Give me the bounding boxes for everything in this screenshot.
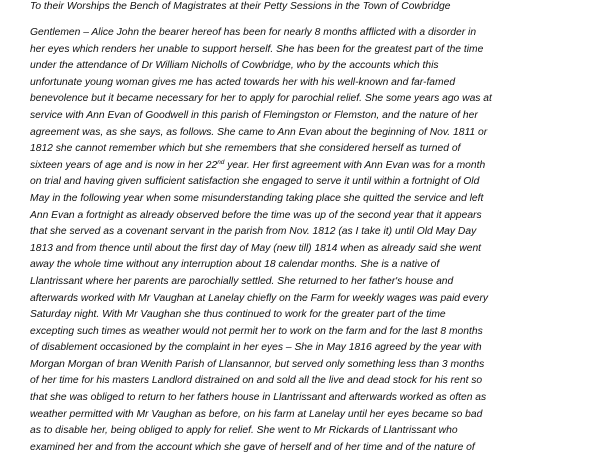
document-body [30,25,590,456]
text-segment: year. Her first agreement with Ann Evan was for a month [224,159,486,171]
text-line: of disablement occasioned by the complaint in her eyes – She in May 1816 agreed by the year with [30,342,482,354]
text-line: 1812 she cannot remember which but she remembers that she considered herself as turned of [30,143,461,155]
ordinal-superscript: nd [217,158,225,166]
text-line: Llantrissant where her parents are parochially settled. She returned to her father's house and [30,275,454,287]
text-line: May in the following year when some misunderstanding taking place she quitted the service and left [30,192,484,204]
text-line: Morgan Morgan of bran Wenith Parish of Llansannor, but served only something less than 3 months [30,358,485,370]
text-line: examined her and from the account which she gave of herself and of her time and of the nature of [30,441,475,453]
document-title: To their Worships the Bench of Magistrates at their Petty Sessions in the Town of Cowbridge [30,1,451,12]
text-line: excepting such times as weather would not permit her to work on the farm and for the last 8 months [30,325,483,337]
text-line: 1813 and from thence until about the first day of May (new till) 1814 when as already said she went [30,242,482,254]
text-line: Ann Evan a fortnight as already observed before the time was up of the second year that it appears [30,209,482,221]
text-line: under the attendance of Dr William Nicholls of Cowbridge, who by the accounts which this [30,60,439,72]
text-line: Gentlemen – Alice John the bearer hereof has been for nearly 8 months afflicted with a disorder in [30,27,477,38]
text-line: Saturday night. With Mr Vaughan she thus continued to work for the greater part of the time [30,309,446,321]
text-line: on trial and having given sufficient satisfaction she engaged to serve it until within a fortnight of Old [30,176,480,188]
text-line: as to disable her, being obliged to apply for relief. She went to Mr Rickards of Llantrissant who [30,425,458,437]
text-line: benevolence but it became necessary for her to apply for parochial relief. She some years ago was at [30,93,492,105]
text-line [30,158,590,175]
text-line: service with Ann Evan of Goodwell in this parish of Flemingston or Flemston, and the nature of her [30,109,478,121]
text-line: of her time for his masters Landlord distrained on and sold all the live and dead stock for his rent so [30,375,483,387]
text-line: weather permitted with Mr Vaughan as before, on his farm at Lanelay until her eyes became so bad [30,408,483,420]
text-line: that she was obliged to return to her fathers house in Llantrissant and afterwards worked as often as [30,392,487,404]
text-line: away the whole time without any interruption about 18 calendar months. She is a native of [30,259,440,271]
text-line: afterwards worked with Mr Vaughan at Lanelay chiefly on the Farm for weekly wages was paid every [30,292,489,304]
text-segment: sixteen years of age and is now in her 22 [30,159,218,171]
text-line: unfortunate young woman gives me has acted towards her with his well-known and far-famed [30,76,456,88]
text-line: that she served as a covenant servant in the parish from Nov. 1812 (as I take it) until Old May Day [30,226,477,238]
text-line: agreement was, as she says, as follows. She came to Ann Evan about the beginning of Nov. 1811 or [30,126,488,138]
text-line: her eyes which renders her unable to support herself. She has been for the greatest part of the time [30,43,484,55]
